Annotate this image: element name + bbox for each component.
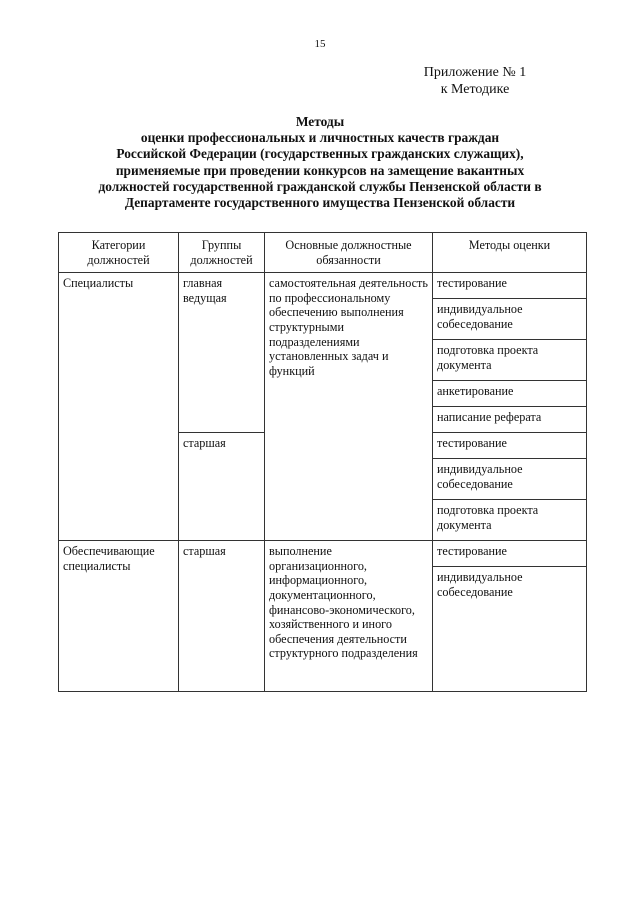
method-cell: индивидуальное собеседование (433, 567, 587, 692)
duties-cell: выполнение организационного, информационного, документационного, финансово-экономического, хозяйственного и иного обеспечения деятельности структурного подразделения (265, 541, 433, 692)
appendix-note (380, 64, 570, 98)
header-methods: Методы оценки (433, 233, 587, 273)
method-cell: написание реферата (433, 407, 587, 433)
title-line: оценки профессиональных и личностных качеств граждан (140, 130, 500, 146)
methods-table (58, 232, 587, 692)
group-cell: главная ведущая (179, 273, 265, 433)
method-cell: тестирование (433, 541, 587, 567)
title-line: должностей государственной гражданской службы Пензенской области в (98, 178, 542, 194)
duties-cell: самостоятельная деятельность по профессиональному обеспечению выполнения структурными подразделениями установленных задач и функций (265, 273, 433, 541)
method-cell: тестирование (433, 433, 587, 459)
appendix-line: Приложение № 1 (423, 65, 527, 80)
category-cell: Специалисты (59, 273, 179, 541)
group-cell: старшая (179, 541, 265, 692)
table-header-row (59, 233, 587, 273)
title-line: применяемые при проведении конкурсов на замещение вакантных (115, 162, 525, 178)
table-row (59, 541, 587, 567)
header-duties: Основные должностные обязанности (265, 233, 433, 273)
title-line: Российской Федерации (государственных гражданских служащих), (116, 146, 524, 162)
method-cell: тестирование (433, 273, 587, 299)
document-title (60, 114, 580, 211)
header-groups: Группы должностей (179, 233, 265, 273)
method-cell: индивидуальное собеседование (433, 299, 587, 340)
page-number: 15 (314, 38, 326, 50)
group-cell: старшая (179, 433, 265, 541)
category-cell: Обеспечивающие специалисты (59, 541, 179, 692)
header-categories: Категории должностей (59, 233, 179, 273)
title-line: Департаменте государственного имущества Пензенской области (124, 195, 516, 211)
method-cell: подготовка проекта документа (433, 340, 587, 381)
method-cell: анкетирование (433, 381, 587, 407)
table-row (59, 273, 587, 299)
title-line: Методы (295, 114, 345, 129)
method-cell: подготовка проекта документа (433, 500, 587, 541)
method-cell: индивидуальное собеседование (433, 459, 587, 500)
appendix-line: к Методике (440, 82, 510, 97)
